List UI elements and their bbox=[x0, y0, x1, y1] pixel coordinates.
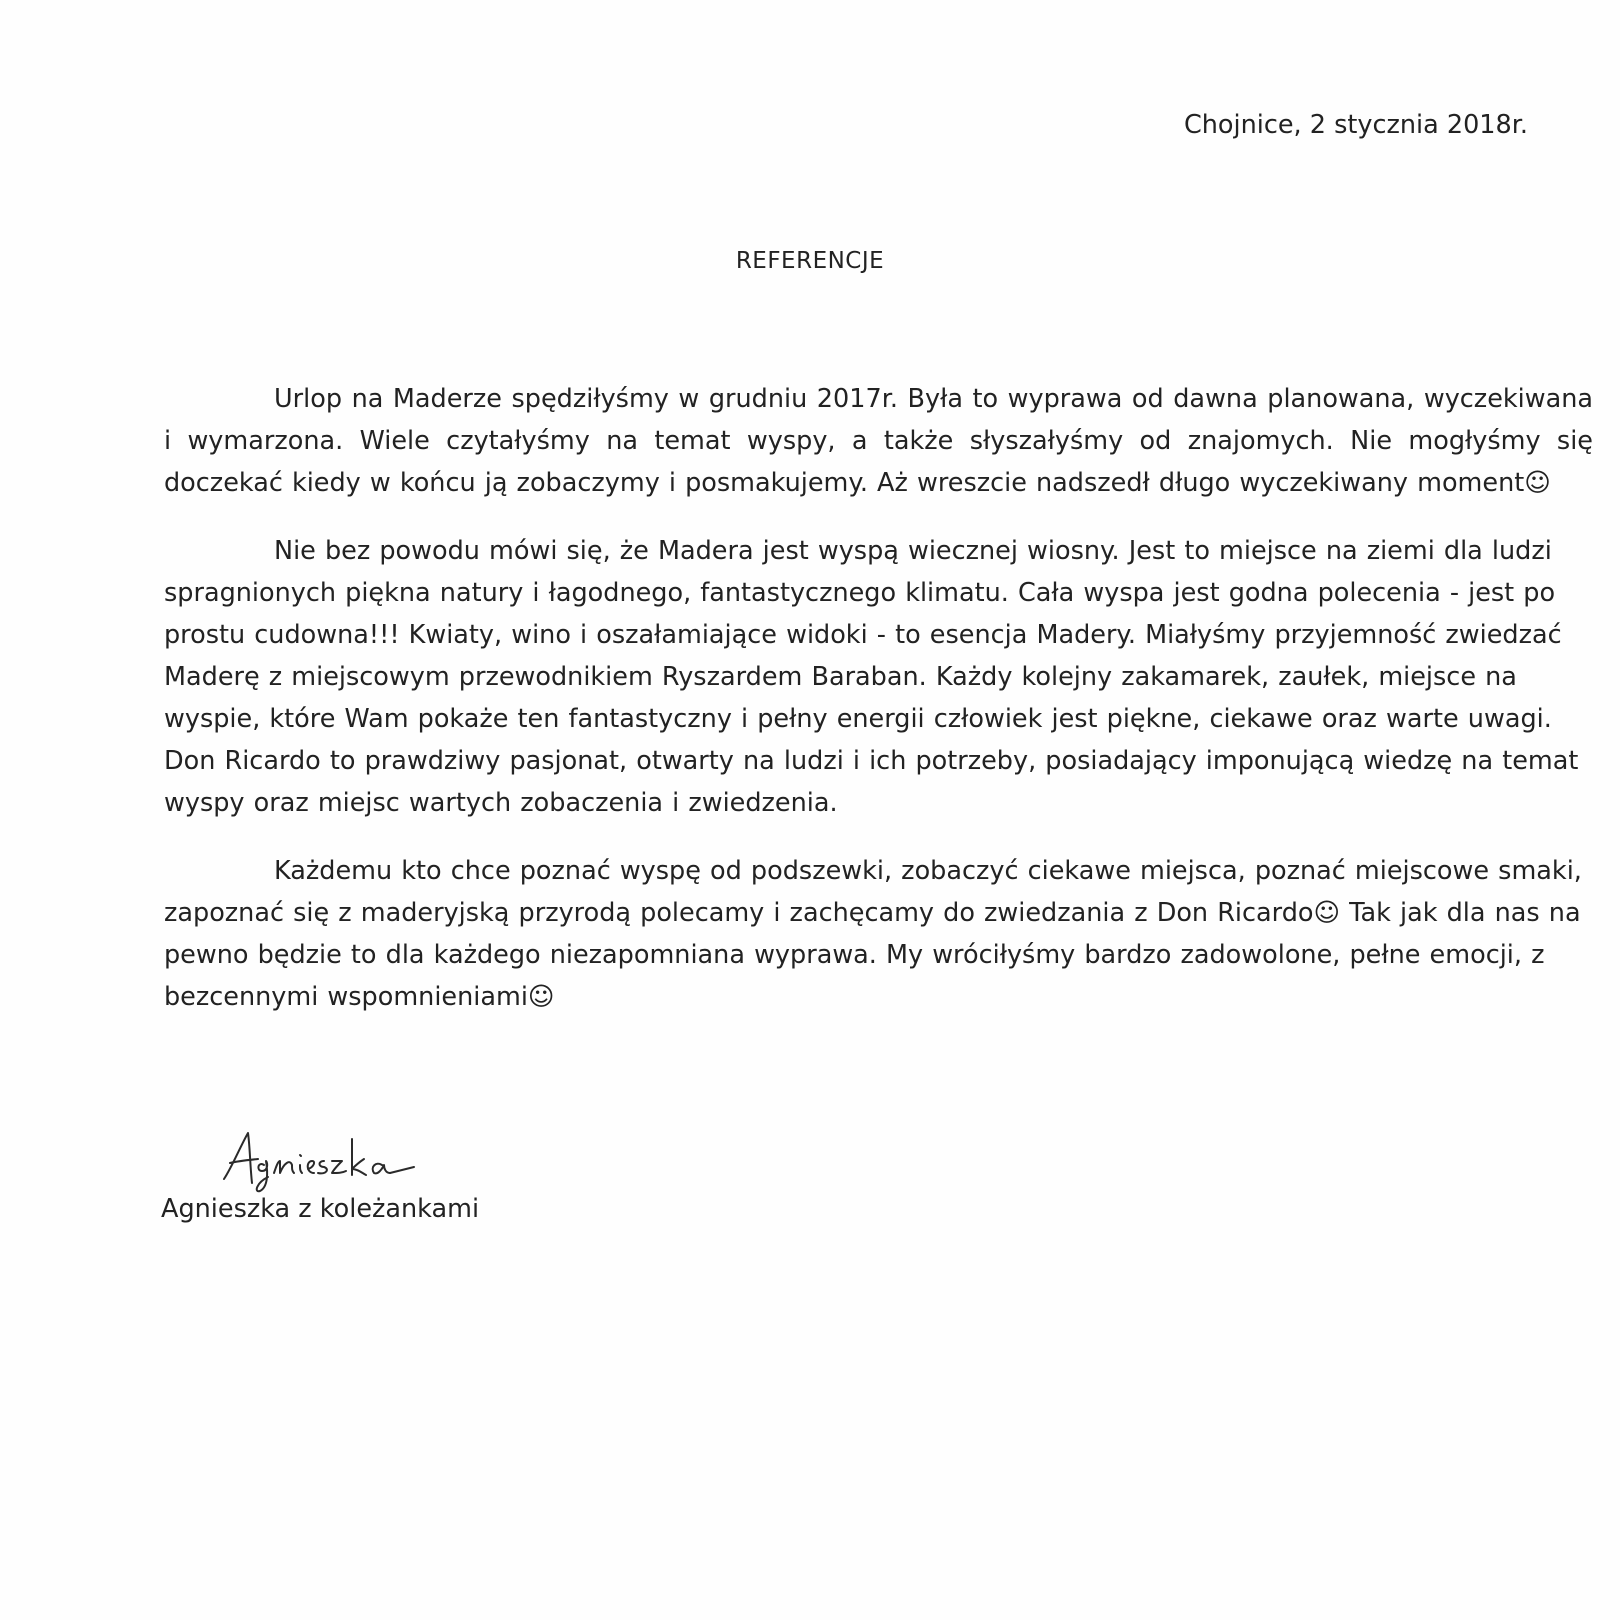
place-and-date: Chojnice, 2 stycznia 2018r. bbox=[1183, 110, 1528, 140]
handwritten-signature bbox=[220, 1125, 430, 1195]
letter-body bbox=[164, 378, 1593, 1018]
paragraph-2: Nie bez powodu mówi się, że Madera jest wyspą wiecznej wiosny. Jest to miejsce na ziemi dla ludzi spragnionych piękna natury i łagodnego, fantastycznego klimatu. Cała wyspa jest godna polecenia - jest po prostu cudowna!!! Kwiaty, wino i oszałamiające widoki - to esencja Madery. Miałyśmy przyjemność zwiedzać Maderę z miejscowym przewodnikiem Ryszardem Baraban. Każdy kolejny zakamarek, zaułek, miejsce na wyspie, które Wam pokaże ten fantastyczny i pełny energii człowiek jest piękne, ciekawe oraz warte uwagi. Don Ricardo to prawdziwy pasjonat, otwarty na ludzi i ich potrzeby, posiadający imponującą wiedzę na temat wyspy oraz miejsc wartych zobaczenia i zwiedzenia. bbox=[164, 536, 1579, 818]
signer-name: Agnieszka z koleżankami bbox=[161, 1194, 480, 1224]
paragraph-3: Każdemu kto chce poznać wyspę od podszewki, zobaczyć ciekawe miejsca, poznać miejscowe smaki, zapoznać się z maderyjską przyrodą polecamy i zachęcamy do zwiedzania z Don Ricardo☺ Tak jak dla nas na pewno będzie to dla każdego niezapomniana wyprawa. My wróciłyśmy bardzo zadowolone, pełne emocji, z bezcennymi wspomnieniami☺ bbox=[164, 856, 1582, 1012]
document-title: REFERENCJE bbox=[735, 248, 885, 274]
paragraph-1: Urlop na Maderze spędziłyśmy w grudniu 2017r. Była to wyprawa od dawna planowana, wyczekiwana i wymarzona. Wiele czytałyśmy na temat wyspy, a także słyszałyśmy od znajomych. Nie mogłyśmy się doczekać kiedy w końcu ją zobaczymy i posmakujemy. Aż wreszcie nadszedł długo wyczekiwany moment☺ bbox=[164, 384, 1593, 498]
